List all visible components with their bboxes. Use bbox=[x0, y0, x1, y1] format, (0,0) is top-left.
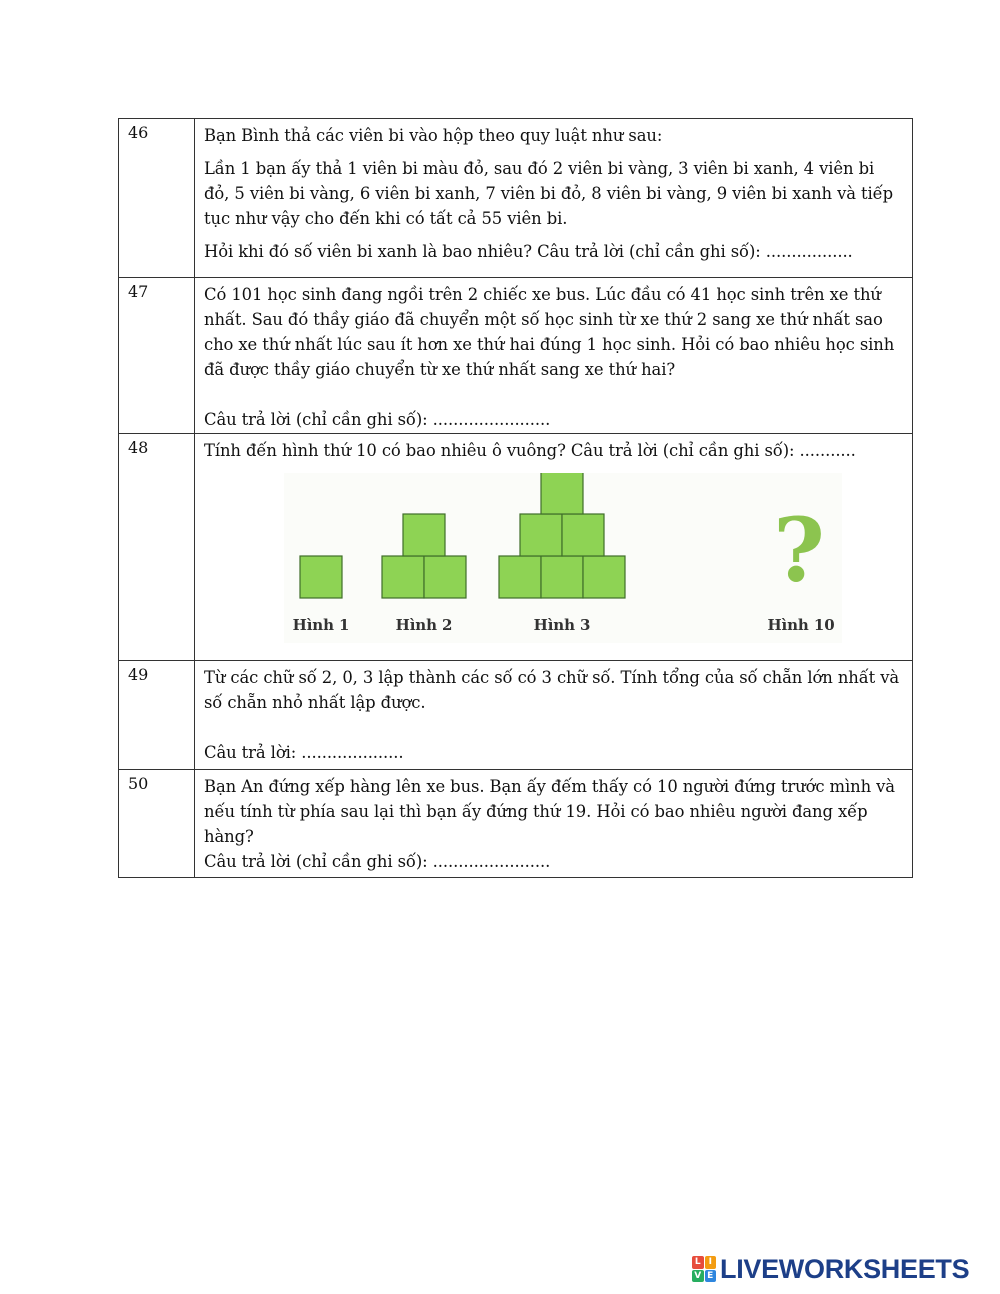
answer-prompt[interactable]: Câu trả lời (chỉ cần ghi số): ....................... bbox=[204, 410, 551, 429]
pattern-square bbox=[583, 556, 625, 598]
question-number: 48 bbox=[119, 434, 195, 661]
question-line: Có 101 học sinh đang ngồi trên 2 chiếc xe bus. Lúc đầu có 41 học sinh trên xe thứ nhất. Sau đó thầy giáo đã chuyển một số học sinh từ xe thứ 2 sang xe thứ nhất sao cho xe thứ nhất lúc sau ít hơn xe thứ hai đúng 1 học sinh. Hỏi có bao nhiêu học sinh đã được thầy giáo chuyển từ xe thứ nhất sang xe thứ hai? bbox=[204, 285, 895, 379]
square-pattern-svg bbox=[284, 473, 842, 643]
question-number: 47 bbox=[119, 278, 195, 434]
logo-mark-icon bbox=[692, 1256, 716, 1282]
pattern-square bbox=[541, 473, 583, 514]
questions-table bbox=[118, 118, 913, 878]
logo-mark-letter: I bbox=[705, 1256, 717, 1269]
unknown-figure-icon: ? bbox=[773, 498, 825, 602]
pattern-square bbox=[424, 556, 466, 598]
figure-label-1: Hình 1 bbox=[292, 616, 350, 634]
question-line: Lần 1 bạn ấy thả 1 viên bi màu đỏ, sau đó 2 viên bi vàng, 3 viên bi xanh, 4 viên bi đỏ, 5 viên bi vàng, 6 viên bi xanh, 7 viên bi đỏ, 8 viên bi vàng, 9 viên bi xanh và tiếp tục như vậy cho đến khi có tất cả 55 viên bi. bbox=[204, 159, 894, 228]
square-pattern-figure bbox=[284, 473, 842, 643]
question-row-46 bbox=[119, 119, 913, 278]
question-number: 49 bbox=[119, 661, 195, 770]
pattern-square bbox=[541, 556, 583, 598]
pattern-square bbox=[382, 556, 424, 598]
logo-text: LIVEWORKSHEETS bbox=[720, 1253, 970, 1284]
question-line: Bạn An đứng xếp hàng lên xe bus. Bạn ấy đếm thấy có 10 người đứng trước mình và nếu tính từ phía sau lại thì bạn ấy đứng thứ 19. Hỏi có bao nhiêu người đang xếp hàng? bbox=[204, 777, 895, 846]
pattern-square bbox=[499, 556, 541, 598]
question-number: 50 bbox=[119, 770, 195, 878]
pattern-square bbox=[520, 514, 562, 556]
figure-label-10: Hình 10 bbox=[767, 616, 835, 634]
question-line: Từ các chữ số 2, 0, 3 lập thành các số có 3 chữ số. Tính tổng của số chẵn lớn nhất và số chẵn nhỏ nhất lập được. bbox=[204, 668, 900, 712]
answer-prompt[interactable]: Câu trả lời (chỉ cần ghi số): ....................... bbox=[204, 852, 551, 871]
pattern-square bbox=[403, 514, 445, 556]
logo-mark-letter: L bbox=[692, 1256, 704, 1269]
figure-label-2: Hình 2 bbox=[395, 616, 453, 634]
pattern-square bbox=[562, 514, 604, 556]
question-row-48 bbox=[119, 434, 913, 661]
pattern-square bbox=[300, 556, 342, 598]
answer-prompt[interactable]: Câu trả lời: .................... bbox=[204, 743, 404, 762]
question-text bbox=[195, 434, 913, 661]
figure-label-3: Hình 3 bbox=[533, 616, 591, 634]
logo-mark-letter: V bbox=[692, 1270, 704, 1283]
question-row-47 bbox=[119, 278, 913, 434]
question-text bbox=[195, 661, 913, 770]
logo-mark-letter: E bbox=[705, 1270, 717, 1283]
question-number: 46 bbox=[119, 119, 195, 278]
answer-prompt[interactable]: Tính đến hình thứ 10 có bao nhiêu ô vuông? Câu trả lời (chỉ cần ghi số): ........... bbox=[204, 441, 856, 460]
question-line: Bạn Bình thả các viên bi vào hộp theo quy luật như sau: bbox=[204, 126, 663, 145]
question-text bbox=[195, 770, 913, 878]
question-row-49 bbox=[119, 661, 913, 770]
liveworksheets-logo bbox=[692, 1252, 992, 1286]
question-text bbox=[195, 278, 913, 434]
question-text bbox=[195, 119, 913, 278]
question-row-50 bbox=[119, 770, 913, 878]
square-group bbox=[300, 473, 625, 598]
answer-prompt[interactable]: Hỏi khi đó số viên bi xanh là bao nhiêu? Câu trả lời (chỉ cần ghi số): ................. bbox=[204, 242, 853, 261]
